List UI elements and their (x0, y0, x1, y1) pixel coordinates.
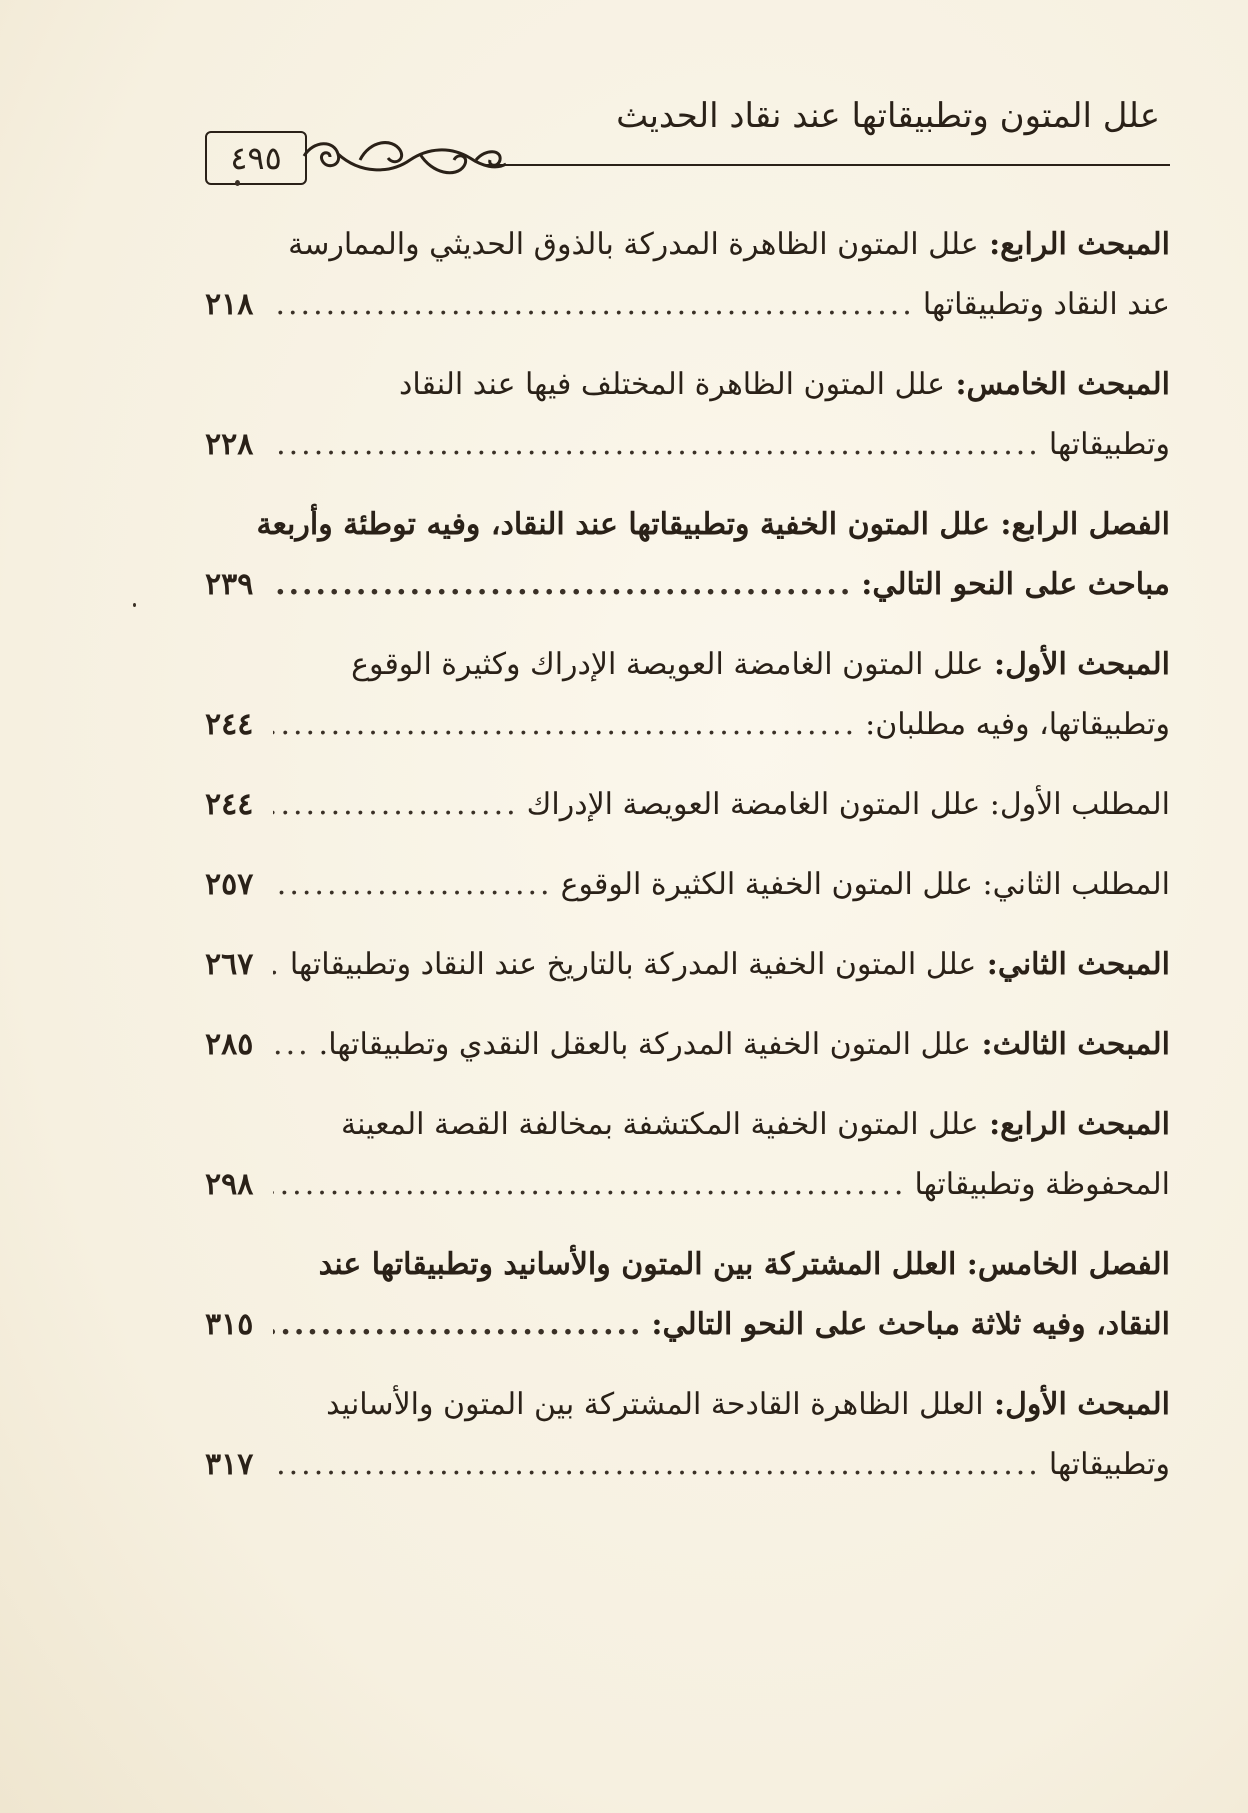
toc-entry-text (1049, 415, 1170, 475)
toc-entry-line (205, 495, 1170, 555)
toc-entry-line (205, 355, 1170, 415)
toc-entry-title: عند النقاد وتطبيقاتها (922, 287, 1170, 322)
toc-entry-heading: المبحث الأول: (983, 647, 1170, 682)
toc-entry-text (651, 1295, 1170, 1355)
toc-entry-title: وتطبيقاتها (1048, 1447, 1170, 1482)
toc-page-number: ٢٥٧ (205, 867, 254, 902)
page-header (200, 96, 1170, 186)
toc-entry-last-line (205, 935, 1170, 995)
toc-entry-heading: المبحث الخامس: (945, 367, 1170, 402)
toc-entry-line (205, 635, 1170, 695)
toc-entry-text (861, 555, 1170, 615)
toc-entry (205, 635, 1170, 755)
toc-entry-line (205, 215, 1170, 275)
toc-entry-text (319, 1015, 1170, 1075)
toc-entry-title: علل المتون الغامضة العويصة الإدراك وكثيرة الوقوع (351, 647, 984, 682)
toc-entry-last-line (205, 775, 1170, 835)
toc-entry-title: علل المتون الخفية المكتشفة بمخالفة القصة المعينة (341, 1107, 979, 1142)
toc-leader-dots (273, 555, 853, 615)
toc-entry-last-line (205, 555, 1170, 615)
ink-speck (235, 180, 240, 186)
toc-entry-title: علل المتون الظاهرة المختلف فيها عند النقاد (399, 367, 946, 402)
toc-entry-text (290, 935, 1170, 995)
toc-leader-dots (273, 775, 519, 835)
toc-entry-line (205, 1095, 1170, 1155)
toc-page-number: ٢٨٥ (205, 1027, 254, 1062)
toc-entry-text (914, 1155, 1170, 1215)
toc-entry (205, 355, 1170, 475)
toc-entry (205, 855, 1170, 915)
toc-entry-last-line (205, 1295, 1170, 1355)
toc-entry-last-line (205, 1155, 1170, 1215)
toc-entry-title: علل المتون الخفية المدركة بالعقل النقدي وتطبيقاتها. (318, 1027, 972, 1062)
toc-entry-last-line (205, 695, 1170, 755)
toc-entry-text (561, 855, 1170, 915)
toc-page-number: ٢٢٨ (205, 427, 254, 462)
toc-entry-heading: المبحث الرابع: (978, 227, 1170, 262)
toc-page-number: ٢٤٤ (205, 787, 254, 822)
toc-entry-title: المحفوظة وتطبيقاتها (914, 1167, 1170, 1202)
toc-entry-title: مباحث على النحو التالي: (861, 567, 1170, 602)
toc-entry-title: علل المتون الخفية المدركة بالتاريخ عند النقاد وتطبيقاتها (289, 947, 977, 982)
toc-leader-dots (273, 1295, 643, 1355)
toc-entry-text (923, 275, 1170, 335)
toc-entry-last-line (205, 1435, 1170, 1495)
header-rule (485, 164, 1170, 166)
toc-leader-dots (273, 275, 915, 335)
toc-entry-title: وتطبيقاتها، وفيه مطلبان: (865, 707, 1170, 742)
toc-entry (205, 775, 1170, 835)
toc-entry (205, 935, 1170, 995)
toc-entry-title: العلل المشتركة بين المتون والأسانيد وتطبيقاتها عند (318, 1247, 957, 1282)
toc-entry-title: علل المتون الظاهرة المدركة بالذوق الحديثي والممارسة (288, 227, 979, 262)
toc-page-number: ٢٤٤ (205, 707, 254, 742)
toc-page-number: ٢٣٩ (205, 567, 254, 602)
toc-leader-dots (273, 1155, 906, 1215)
toc-entry-last-line (205, 275, 1170, 335)
toc-entry (205, 1095, 1170, 1215)
toc-entry-line (205, 1235, 1170, 1295)
toc-entry (205, 1375, 1170, 1495)
toc-entry-heading: المبحث الثالث: (971, 1027, 1170, 1062)
toc-entry-title: وتطبيقاتها (1048, 427, 1170, 462)
toc-page-number: ٣١٥ (205, 1307, 254, 1342)
toc-entry-heading: الفصل الرابع: (989, 507, 1170, 542)
toc-entry-text (865, 695, 1170, 755)
page-number: ٤٩٥ (205, 131, 307, 185)
toc-leader-dots (273, 415, 1041, 475)
toc-entry-title: النقاد، وفيه ثلاثة مباحث على النحو التالي: (651, 1307, 1170, 1342)
toc-entry-text (1049, 1435, 1170, 1495)
toc-entry (205, 1015, 1170, 1075)
toc-leader-dots (273, 695, 857, 755)
toc-entry-title: المطلب الثاني: علل المتون الخفية الكثيرة الوقوع (560, 867, 1170, 902)
toc-leader-dots (273, 1435, 1041, 1495)
toc-entry (205, 215, 1170, 335)
ink-speck (133, 603, 136, 607)
toc-leader-dots (273, 855, 553, 915)
toc-entry-title: العلل الظاهرة القادحة المشتركة بين المتون والأسانيد (326, 1387, 984, 1422)
toc-entry-heading: المبحث الرابع: (978, 1107, 1170, 1142)
toc-entry-text (527, 775, 1170, 835)
toc-entry-last-line (205, 1015, 1170, 1075)
toc-leader-dots (273, 1015, 311, 1075)
toc-entry-line (205, 1375, 1170, 1435)
toc-entry-last-line (205, 855, 1170, 915)
toc-page-number: ٢٩٨ (205, 1167, 254, 1202)
table-of-contents (205, 215, 1170, 1515)
running-title: علل المتون وتطبيقاتها عند نقاد الحديث (616, 96, 1160, 136)
toc-entry-title: علل المتون الخفية وتطبيقاتها عند النقاد، وفيه توطئة وأربعة (256, 507, 990, 542)
toc-entry-heading: الفصل الخامس: (956, 1247, 1170, 1282)
toc-entry-heading: المبحث الثاني: (976, 947, 1170, 982)
toc-entry-title: المطلب الأول: علل المتون الغامضة العويصة الإدراك (526, 787, 1170, 822)
toc-page-number: ٢١٨ (205, 287, 254, 322)
toc-entry-heading: المبحث الأول: (983, 1387, 1170, 1422)
toc-entry-last-line (205, 415, 1170, 475)
toc-chapter-entry (205, 495, 1170, 615)
scroll-flourish-ornament-icon (300, 130, 510, 190)
toc-page-number: ٢٦٧ (205, 947, 254, 982)
toc-leader-dots (273, 935, 282, 995)
toc-chapter-entry (205, 1235, 1170, 1355)
toc-page-number: ٣١٧ (205, 1447, 254, 1482)
